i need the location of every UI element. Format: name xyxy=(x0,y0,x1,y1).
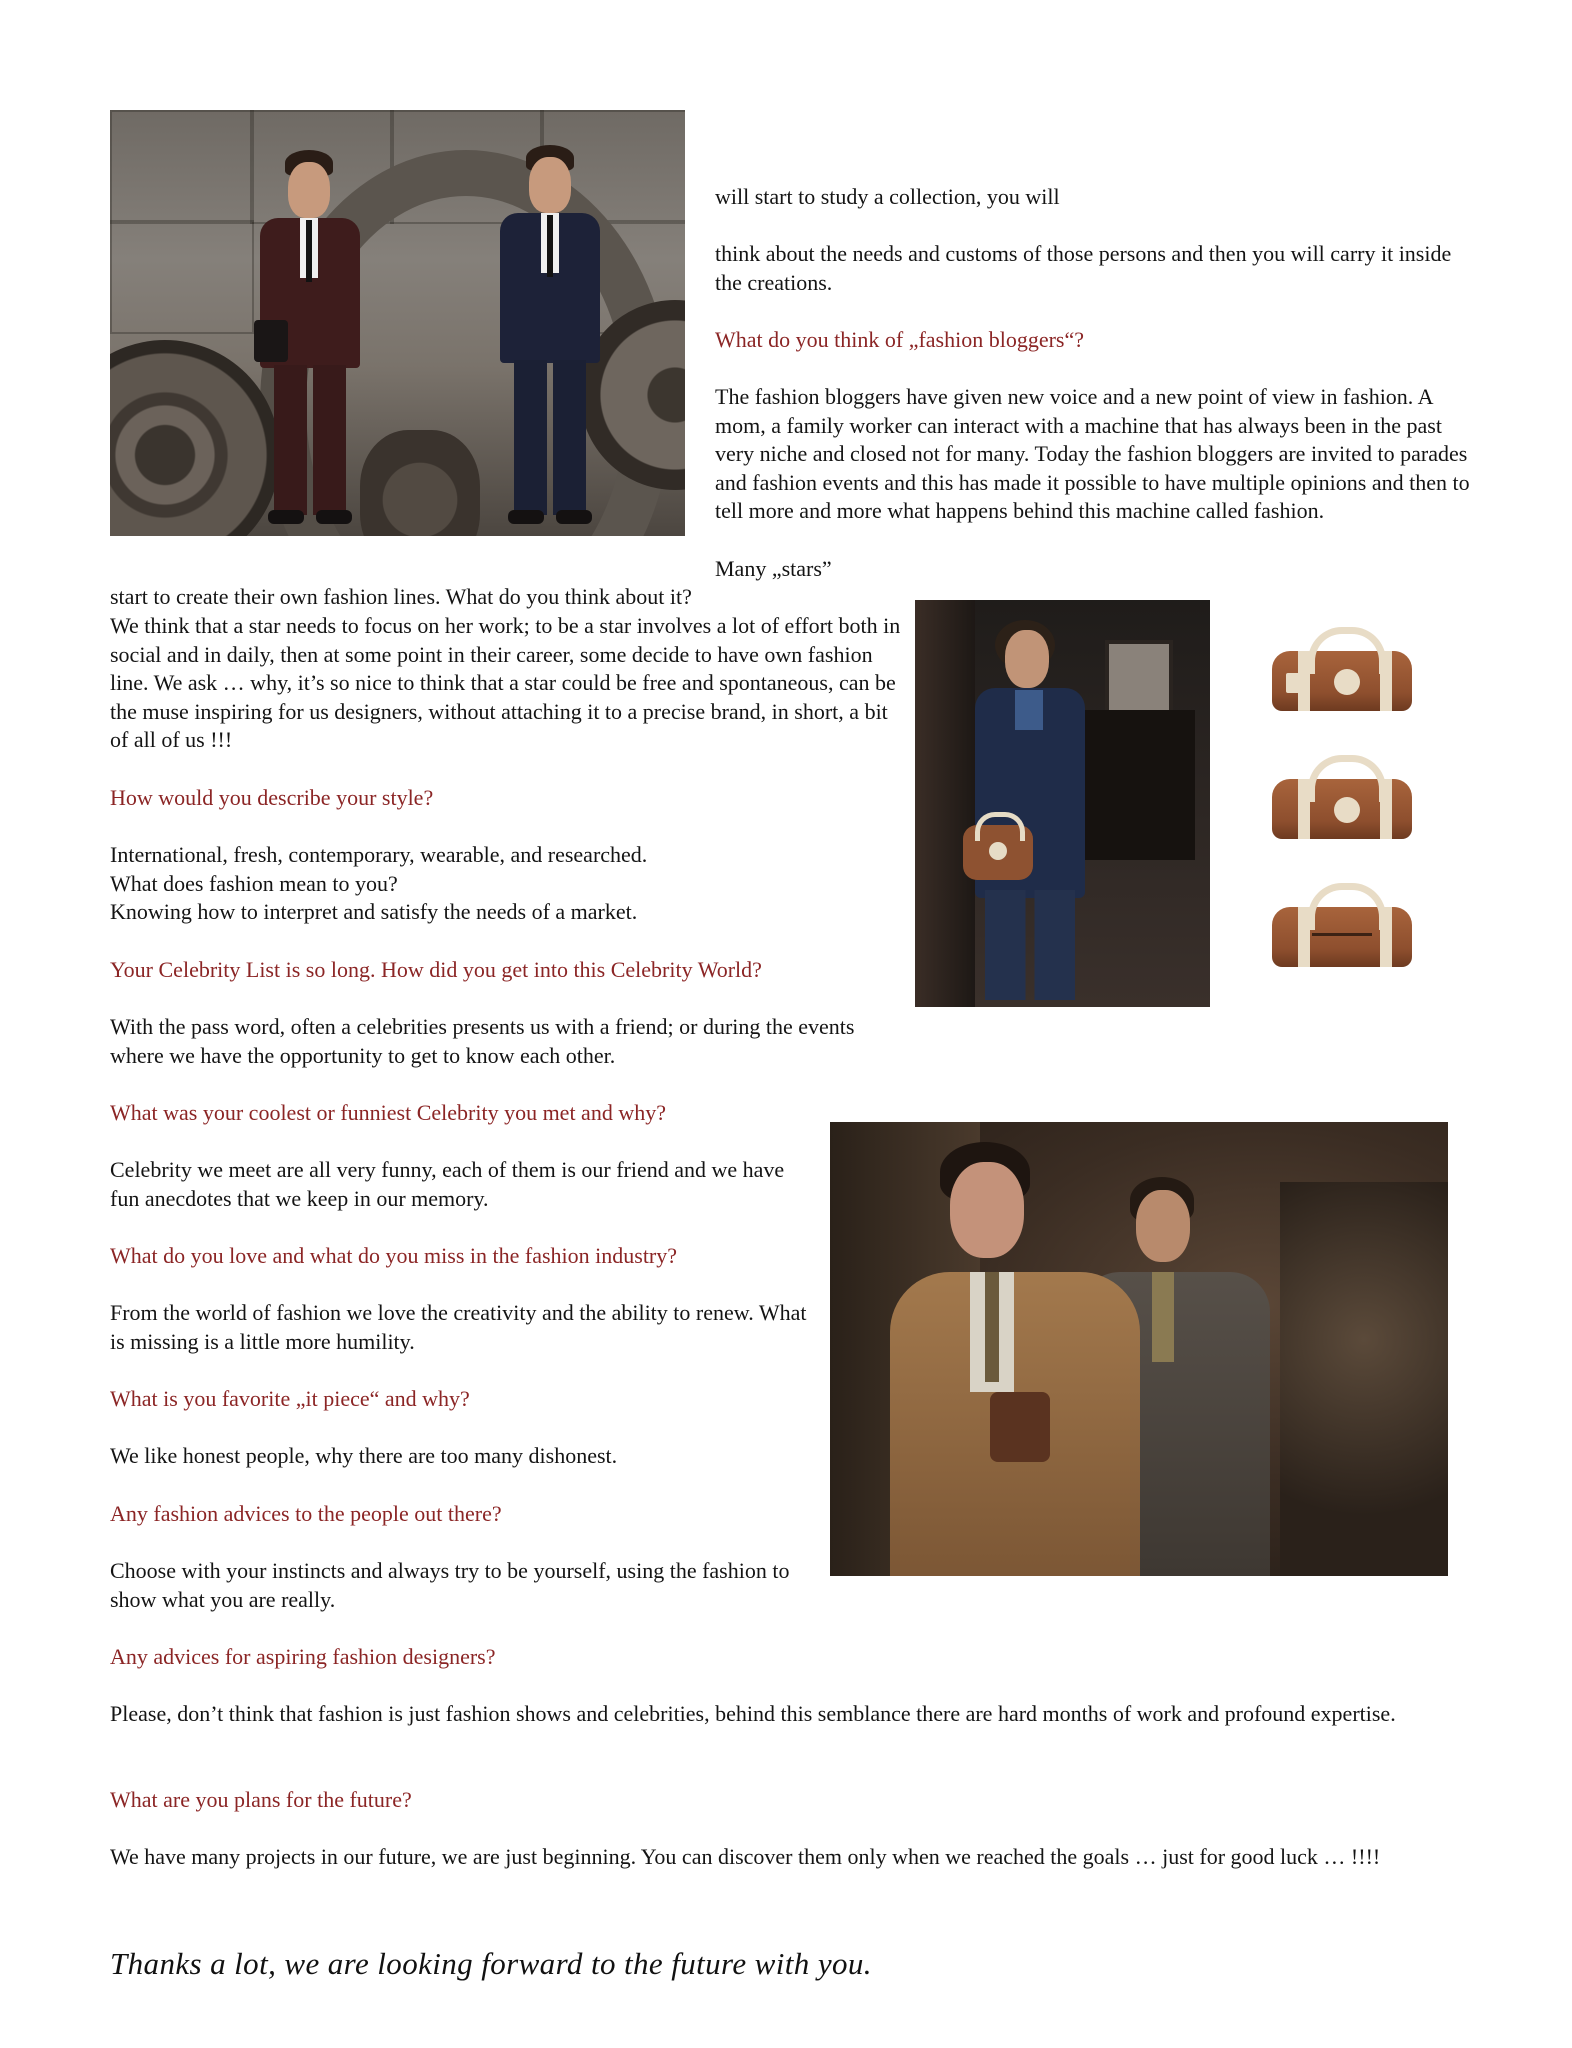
closing-remark: Thanks a lot, we are looking forward to the future with you. xyxy=(110,1946,872,1981)
answer-fashion-meaning: Knowing how to interpret and satisfy the needs of a market. xyxy=(110,899,638,924)
answer-style: International, fresh, contemporary, wearable, and researched. xyxy=(110,842,648,867)
question-aspiring-designers: Any advices for aspiring fashion designers? xyxy=(110,1644,496,1669)
question-stars-part-1: Many „stars” xyxy=(715,556,832,581)
answer-fashion-bloggers: The fashion bloggers have given new voice and a new point of view in fashion. A mom, a family worker can interact with a machine that has always been in the past very niche and closed not for many. Today the fashion bloggers are invited to parades and fashion events and this has made it possible to have multiple opinions and then to tell more and more what happens behind this machine called fashion. xyxy=(715,384,1470,524)
question-coolest-celebrity: What was your coolest or funniest Celebrity you met and why? xyxy=(110,1100,666,1125)
question-it-piece: What is you favorite „it piece“ and why? xyxy=(110,1386,470,1411)
answer-love-miss: From the world of fashion we love the creativity and the ability to renew. What is missing is a little more humility. xyxy=(110,1300,807,1354)
answer-aspiring-designers: Please, don’t think that fashion is just fashion shows and celebrities, behind this semblance there are hard months of work and profound expertise. xyxy=(110,1701,1396,1726)
photo-two-men-tan-grey-suits xyxy=(830,1122,1448,1576)
question-stars-part-2: start to create their own fashion lines. What do you think about it? xyxy=(110,584,692,609)
question-fashion-advices: Any fashion advices to the people out there? xyxy=(110,1501,502,1526)
answer-coolest-celebrity: Celebrity we meet are all very funny, each of them is our friend and we have fun anecdotes that we keep in our memory. xyxy=(110,1157,785,1211)
answer-it-piece: We like honest people, why there are too many dishonest. xyxy=(110,1443,618,1468)
question-celebrity-list: Your Celebrity List is so long. How did you get into this Celebrity World? xyxy=(110,957,762,982)
question-style: How would you describe your style? xyxy=(110,785,434,810)
photo-man-blue-coat xyxy=(915,600,1210,1007)
answer-celebrity-list: With the pass word, often a celebrities presents us with a friend; or during the events where we have the opportunity to get to know each other. xyxy=(110,1014,855,1068)
product-bags xyxy=(1260,615,1435,995)
intro-line-1: will start to study a collection, you will xyxy=(715,184,1060,209)
intro-line-2: think about the needs and customs of those persons and then you will carry it inside the creations. xyxy=(715,241,1452,295)
question-love-miss: What do you love and what do you miss in the fashion industry? xyxy=(110,1243,678,1268)
question-future-plans: What are you plans for the future? xyxy=(110,1787,412,1812)
answer-fashion-advices: Choose with your instincts and always try to be yourself, using the fashion to show what you are really. xyxy=(110,1558,790,1612)
photo-men-suits-gears xyxy=(110,110,685,536)
question-fashion-bloggers: What do you think of „fashion bloggers“? xyxy=(715,327,1085,352)
question-fashion-meaning: What does fashion mean to you? xyxy=(110,871,398,896)
answer-future-plans: We have many projects in our future, we are just beginning. You can discover them only when we reached the goals … just for good luck … !!!! xyxy=(110,1844,1381,1869)
answer-stars: We think that a star needs to focus on her work; to be a star involves a lot of effort both in social and in daily, then at some point in their career, some decide to have own fashion line. We ask … why, it’s so nice to think that a star could be free and spontaneous, can be the muse inspiring for us designers, without attaching it to a precise brand, in short, a bit of all of us !!! xyxy=(110,613,901,753)
